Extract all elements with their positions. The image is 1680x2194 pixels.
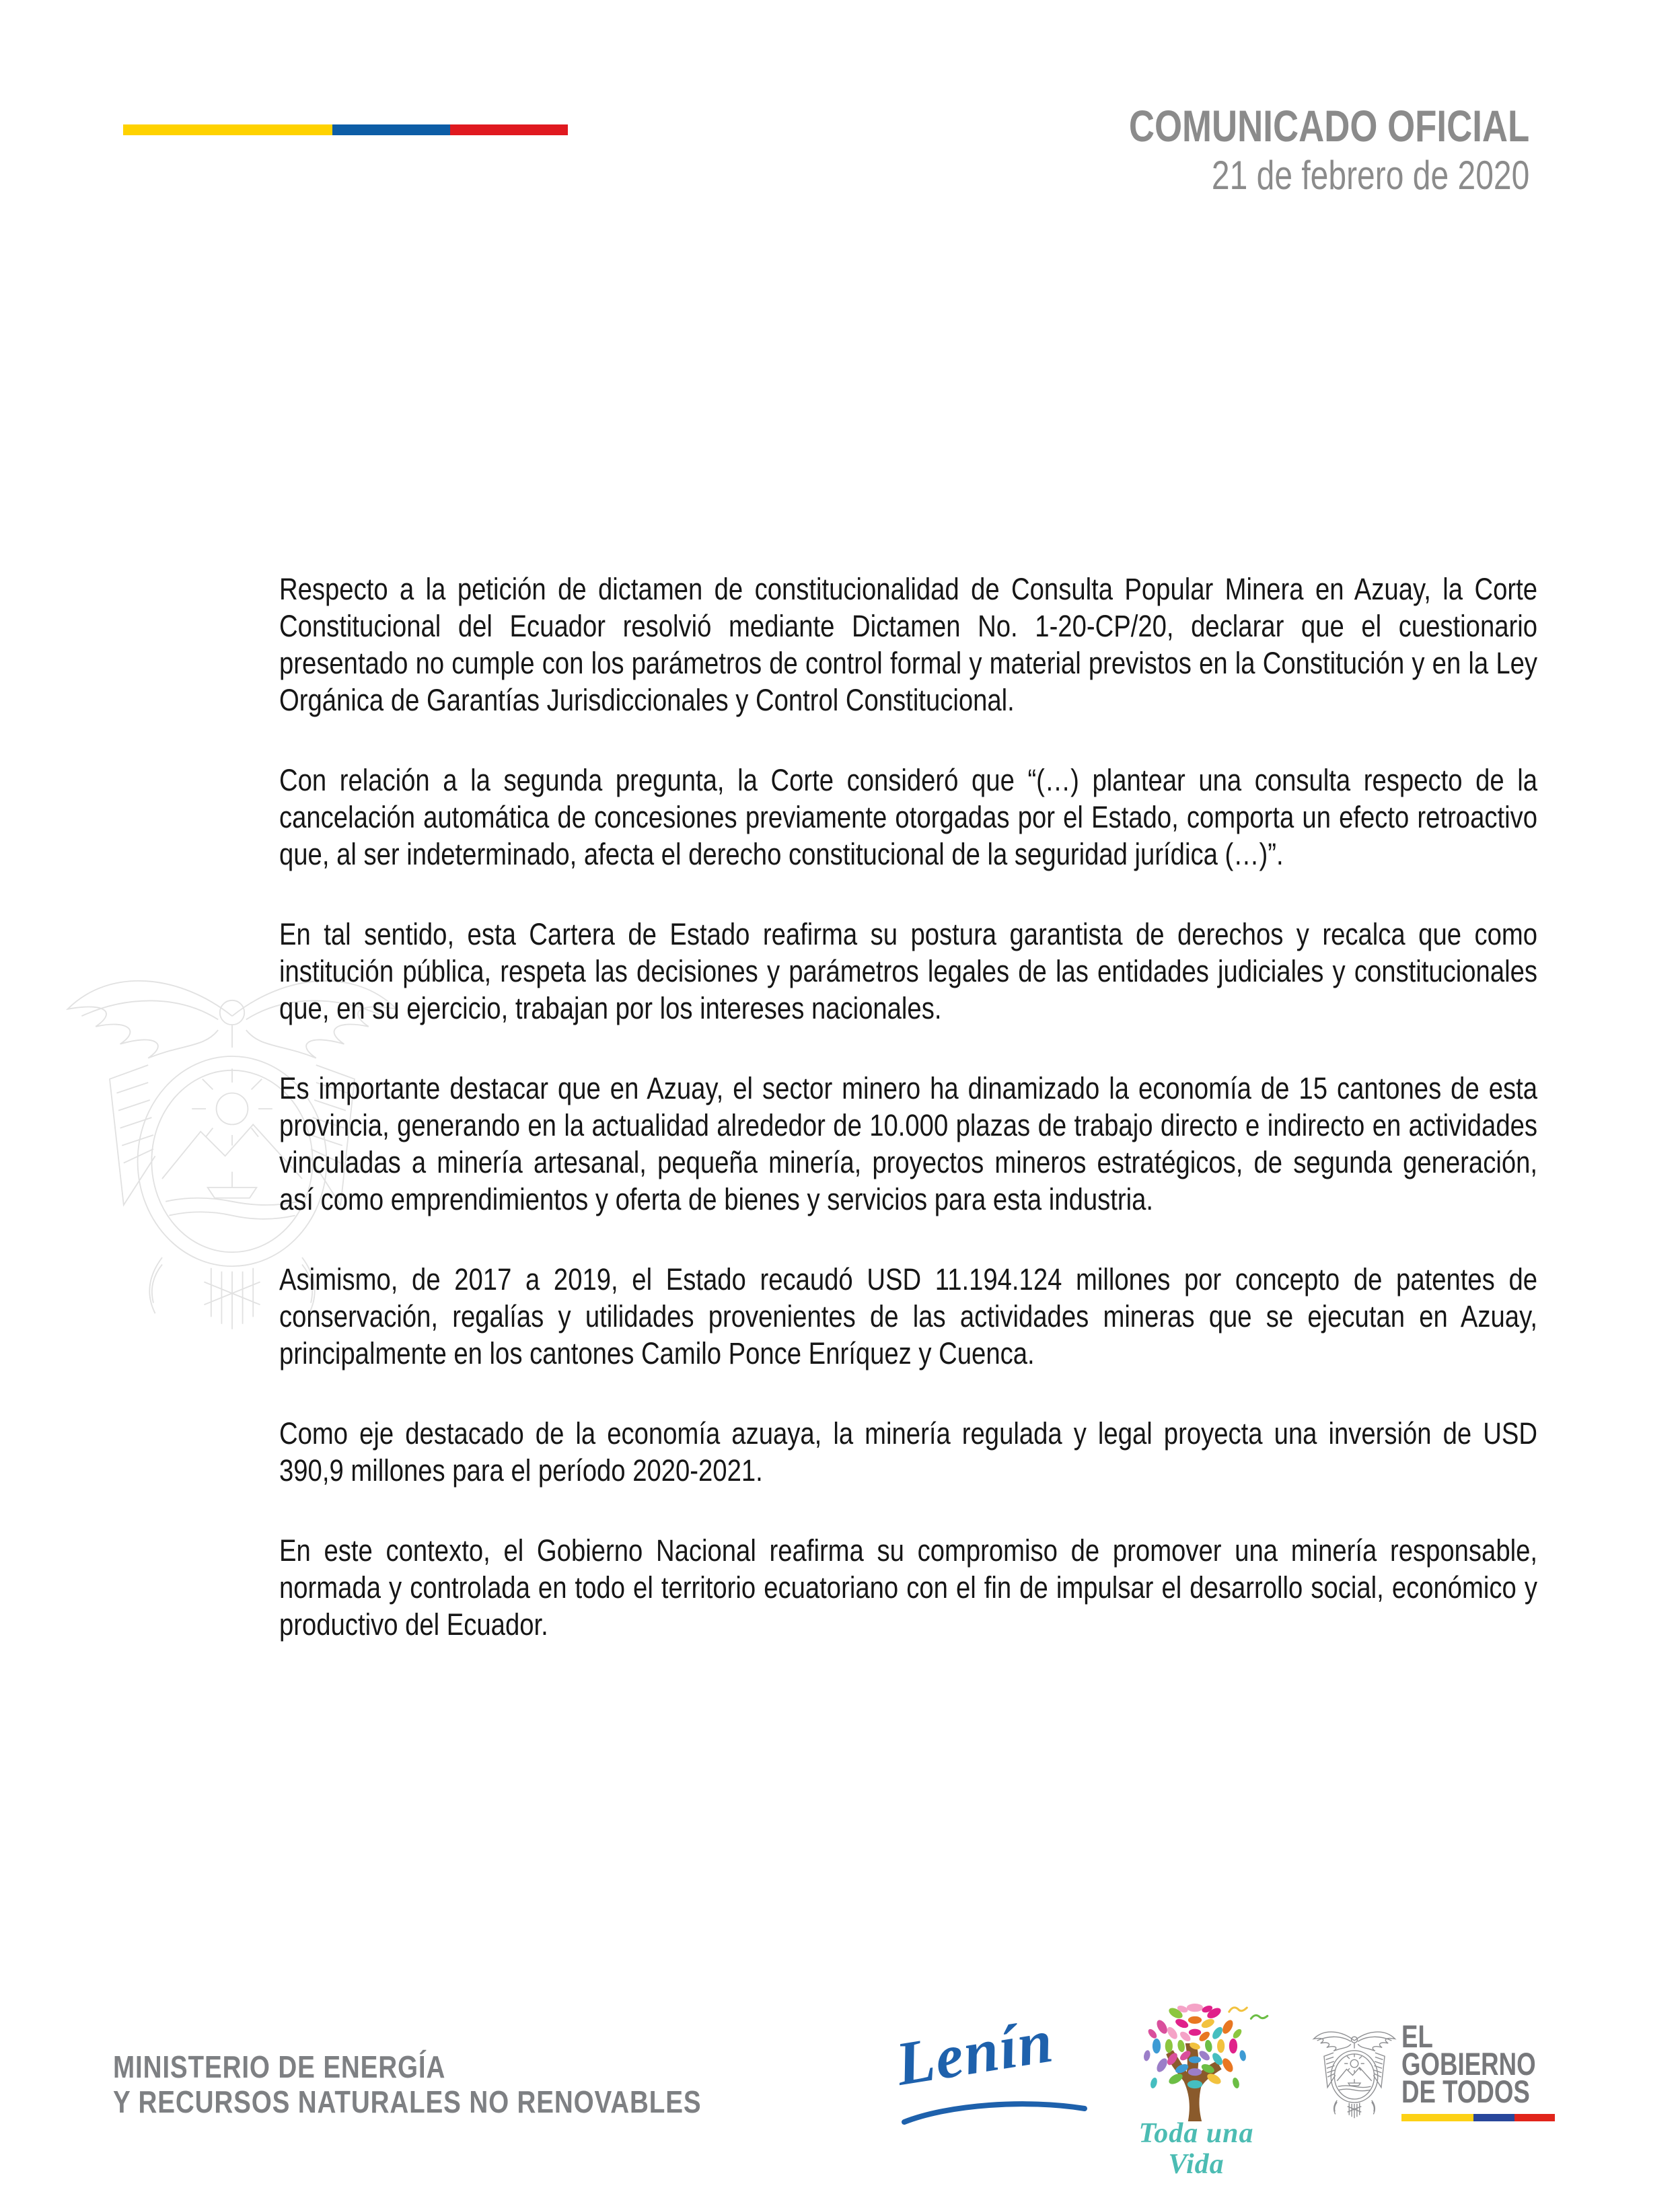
gobierno-flag-bar: [1401, 2114, 1555, 2121]
tree-leaf: [1220, 2057, 1235, 2074]
tree-leaf: [1239, 2049, 1247, 2061]
header: [1029, 100, 1529, 199]
toda-una-vida-text: Toda una Vida: [1138, 2118, 1254, 2180]
flag-red-segment: [450, 124, 568, 135]
tree-leaf: [1188, 2016, 1202, 2024]
paragraph: Con relación a la segunda pregunta, la Corte consideró que “(…) plantear una consulta respecto de la cancelación automática de concesiones previamente otorgadas por el Estado, comporta un efecto retroactivo que, al ser indeterminado, afecta el derecho constitucional de la seguridad jurídica (…)”.: [279, 763, 1537, 871]
tree-leaf: [1200, 2017, 1216, 2030]
paragraph: En este contexto, el Gobierno Nacional reafirma su compromiso de promover una minería responsable, normada y controlada en todo el territorio ecuatoriano con el fin de impulsar el desarrollo social, económico y productivo del Ecuador.: [279, 1533, 1537, 1642]
tree-leaf: [1149, 2077, 1158, 2089]
tree-leaf: [1155, 2057, 1169, 2074]
tree-leaf: [1165, 2025, 1179, 2041]
tree-leaf: [1188, 2080, 1202, 2088]
tree-leaf: [1143, 2049, 1151, 2061]
tree-leaf: [1165, 2039, 1173, 2053]
tree-leaf: [1231, 2028, 1243, 2040]
ecuador-flag-bar: [123, 124, 568, 135]
paragraph: Asimismo, de 2017 a 2019, el Estado recaudó USD 11.194.124 millones por concepto de patentes de conservación, regalías y utilidades provenientes de las actividades mineras que se ejecutan en Azuay, principalmente en los cantones Camilo Ponce Enríquez y Cuenca.: [279, 1262, 1537, 1370]
lenin-signature-logo: [891, 2006, 1097, 2134]
bird-icon: [1229, 2008, 1247, 2012]
signature-swoosh-icon: [902, 2095, 1090, 2126]
page-title: COMUNICADO OFICIAL: [1128, 101, 1529, 151]
tree-leaf: [1174, 2017, 1190, 2030]
tree-leaf: [1204, 2039, 1213, 2053]
flag-blue-segment: [1473, 2114, 1514, 2121]
body: [279, 571, 1537, 1643]
tree-leaf: [1189, 2056, 1201, 2063]
tree-leaf: [1220, 2018, 1235, 2035]
coat-of-arms-icon: [1311, 2022, 1398, 2122]
tree-leaf: [1229, 2039, 1237, 2053]
tree-leaf: [1217, 2039, 1225, 2053]
tree-leaf: [1188, 2068, 1202, 2076]
gobierno-line-2: GOBIERNO: [1401, 2046, 1536, 2082]
tree-leaf: [1177, 2039, 1185, 2053]
ministry-line-1: MINISTERIO DE ENERGÍA: [113, 2049, 446, 2084]
flag-blue-segment: [332, 124, 450, 135]
toda-una-vida-logo: [1111, 2004, 1281, 2180]
paragraph: Es importante destacar que en Azuay, el sector minero ha dinamizado la economía de 15 cantones de esta provincia, generando en la actualidad alrededor de 10.000 plazas de trabajo directo e indirecto en actividades vinculadas a minería artesanal, pequeña minería, proyectos mineros estratégicos, de segunda generación, así como emprendimientos y oferta de bienes y servicios para esta industria.: [279, 1071, 1537, 1216]
gobierno-line-3: DE TODOS: [1401, 2074, 1530, 2109]
gobierno-line-1: EL: [1401, 2018, 1433, 2054]
tree-leaf: [1210, 2025, 1225, 2041]
body-paragraphs: [279, 571, 1537, 1643]
ministry-wordmark: [113, 2049, 813, 2119]
paragraph: En tal sentido, esta Cartera de Estado reafirma su postura garantista de derechos y recalca que como institución pública, respeta las decisiones y parámetros legales de las entidades judiciales y constitucionales que, en su ejercicio, trabajan por los intereses nacionales.: [279, 917, 1537, 1025]
flag-red-segment: [1514, 2114, 1555, 2121]
gobierno-de-todos-logo: [1401, 2018, 1603, 2121]
tree-icon: [1111, 2004, 1281, 2123]
lenin-signature-text: Lenín: [891, 2006, 1058, 2098]
tree-leaf: [1146, 2028, 1158, 2040]
tree-leaf: [1231, 2077, 1240, 2089]
tree-leaf: [1153, 2039, 1161, 2053]
tree-leaf: [1189, 2029, 1201, 2036]
bird-icon: [1251, 2015, 1267, 2018]
flag-yellow-segment: [123, 124, 332, 135]
paragraph: Respecto a la petición de dictamen de constitucionalidad de Consulta Popular Minera en Azuay, la Corte Constitucional del Ecuador resolvió mediante Dictamen No. 1-20-CP/20, declarar que el cuestionario presentado no cumple con los parámetros de control formal y material previstos en la Constitución y en la Ley Orgánica de Garantías Jurisdiccionales y Control Constitucional.: [279, 572, 1537, 717]
paragraph: Como eje destacado de la economía azuaya, la minería regulada y legal proyecta una inversión de USD 390,9 millones para el período 2020-2021.: [279, 1416, 1537, 1488]
flag-yellow-segment: [1401, 2114, 1473, 2121]
tree-leaf: [1187, 2004, 1203, 2012]
ministry-line-2: Y RECURSOS NATURALES NO RENOVABLES: [113, 2084, 702, 2119]
header-date: 21 de febrero de 2020: [1211, 153, 1529, 198]
tree-leaf: [1155, 2018, 1169, 2035]
